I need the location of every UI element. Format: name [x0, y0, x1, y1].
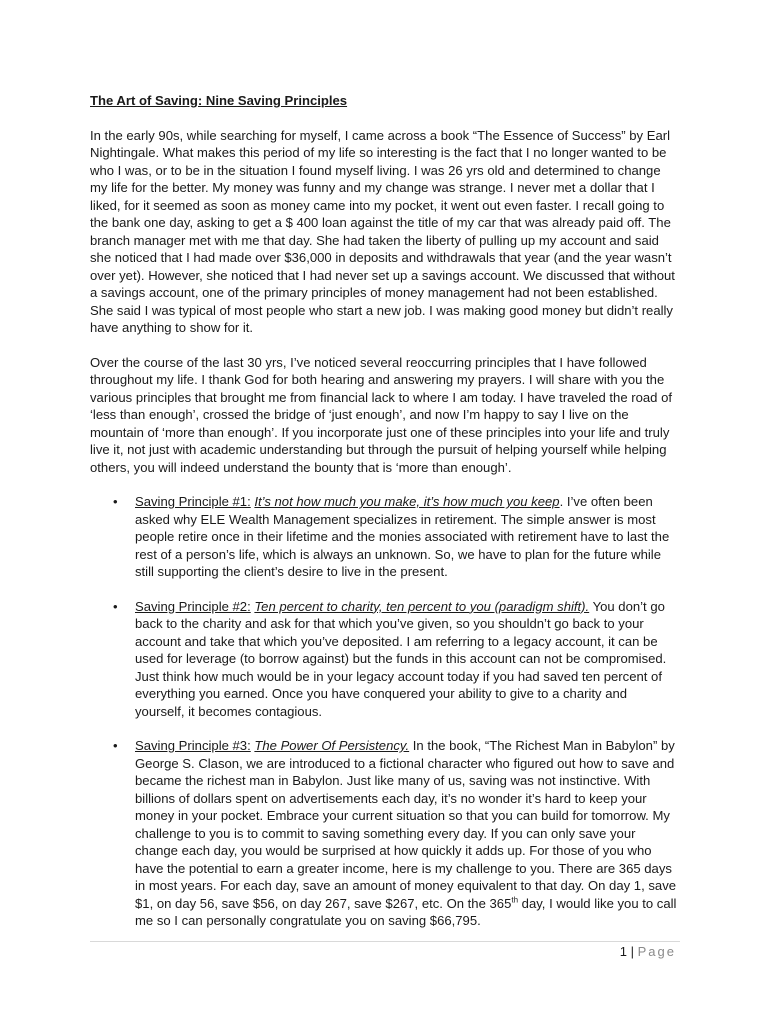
page-footer: [620, 943, 676, 960]
principle-item-1: [90, 493, 680, 581]
document-body: [90, 92, 680, 947]
principles-intro-paragraph: Over the course of the last 30 yrs, I’ve noticed several reoccurring principles that I have followed throughout my life. I thank God for both hearing and answering my prayers. I will share with you the various principles that brought me from financial lack to where I am today. I have traveled the road of ‘less than enough’, crossed the bridge of ‘just enough’, and now I’m happy to say I live on the mountain of ‘more than enough’. If you incorporate just one of these principles into your life and truly live it, not just with academic understanding but through the pursuit of helping yourself while helping others, you will indeed understand the bounty that is ‘more than enough’.: [90, 354, 673, 475]
principles-list: [90, 493, 680, 930]
principle-title: The Power Of Persistency.: [254, 738, 410, 753]
principle-label: Saving Principle #2:: [135, 598, 251, 614]
bullet-icon: •: [113, 598, 118, 614]
intro-paragraph: In the early 90s, while searching for myself, I came across a book “The Essence of Success” by Earl Nightingale. What makes this period of my life so interesting is the fact that I no longer wanted to be who I was, or to be in the situation I found myself living. I was 26 yrs old and determined to change my life for the better. My money was funny and my change was strange. I never met a dollar that I liked, for it seemed as soon as money came into my pocket, it went out even faster. I recall going to the bank one day, asking to get a $ 400 loan against the title of my car that was already paid off. The branch manager met with me that day. She had taken the liberty of pulling up my account and said she noticed that I had made over $36,000 in deposits and withdrawals that year (and the year wasn’t over yet). However, she noticed that I had never set up a savings account. We discussed that without a savings account, one of the primary principles of money management had not been established. She said I was typical of most people who start a new job. I was making good money but didn’t really have anything to show for it.: [90, 127, 675, 335]
page-separator: |: [627, 944, 638, 959]
bullet-icon: •: [113, 494, 118, 509]
principle-text: . I’ve often been asked why ELE Wealth Management specializes in retirement. The simple answer is most people retire once in their lifetime and the monies associated with retirement have to last the rest of a person’s life, which is always an unknown. So, we have to plan for the future while still supporting the client’s desire to live in the present.: [135, 494, 670, 579]
principle-item-2: [90, 598, 680, 721]
ordinal-superscript: th: [511, 895, 519, 905]
bullet-icon: •: [113, 738, 118, 753]
principle-title: Ten percent to charity, ten percent to you (paradigm shift).: [254, 598, 590, 614]
principle-text-continued: day, I would like you to call me so I can personally congratulate you on saving $66,795.: [135, 895, 677, 928]
principle-label: Saving Principle #1:: [135, 494, 251, 509]
principle-text: You don’t go back to the charity and ask for that which you’ve given, so you shouldn’t go back to your account and take that which you’ve deposited. I am referring to a legacy account, it can be used for leverage (to borrow against) but the funds in this account can not be compromised. Just think how much would be in your legacy account today if you had saved ten percent of everything you earned. Once you have conquered your ability to give to a charity and yourself, it becomes contagious.: [135, 598, 667, 719]
principle-item-3: [90, 737, 680, 930]
principle-label: Saving Principle #3:: [135, 738, 251, 753]
footer-divider: [90, 941, 680, 942]
document-title: The Art of Saving: Nine Saving Principles: [90, 93, 348, 108]
page-label: Page: [637, 944, 676, 959]
principle-title: It’s not how much you make, it’s how much you keep: [254, 494, 560, 509]
page-number: 1: [619, 944, 628, 959]
principle-text: In the book, “The Richest Man in Babylon” by George S. Clason, we are introduced to a fictional character who figured out how to save and became the richest man in Babylon. Just like many of us, saving was not instinctive. With billions of dollars spent on advertisements each day, it’s no wonder it’s hard to keep your money in your pocket. Embrace your current situation so that you can build for tomorrow. My challenge to you is to commit to saving something every day. If you can only save your change each day, you would be surprised at how quickly it adds up. For those of you who have the potential to earn a greater income, here is my challenge to you. There are 365 days in most years. For each day, save an amount of money equivalent to that day. On day 1, save $1, on day 56, save $56, on day 267, save $267, etc. On the 365: [135, 738, 677, 911]
